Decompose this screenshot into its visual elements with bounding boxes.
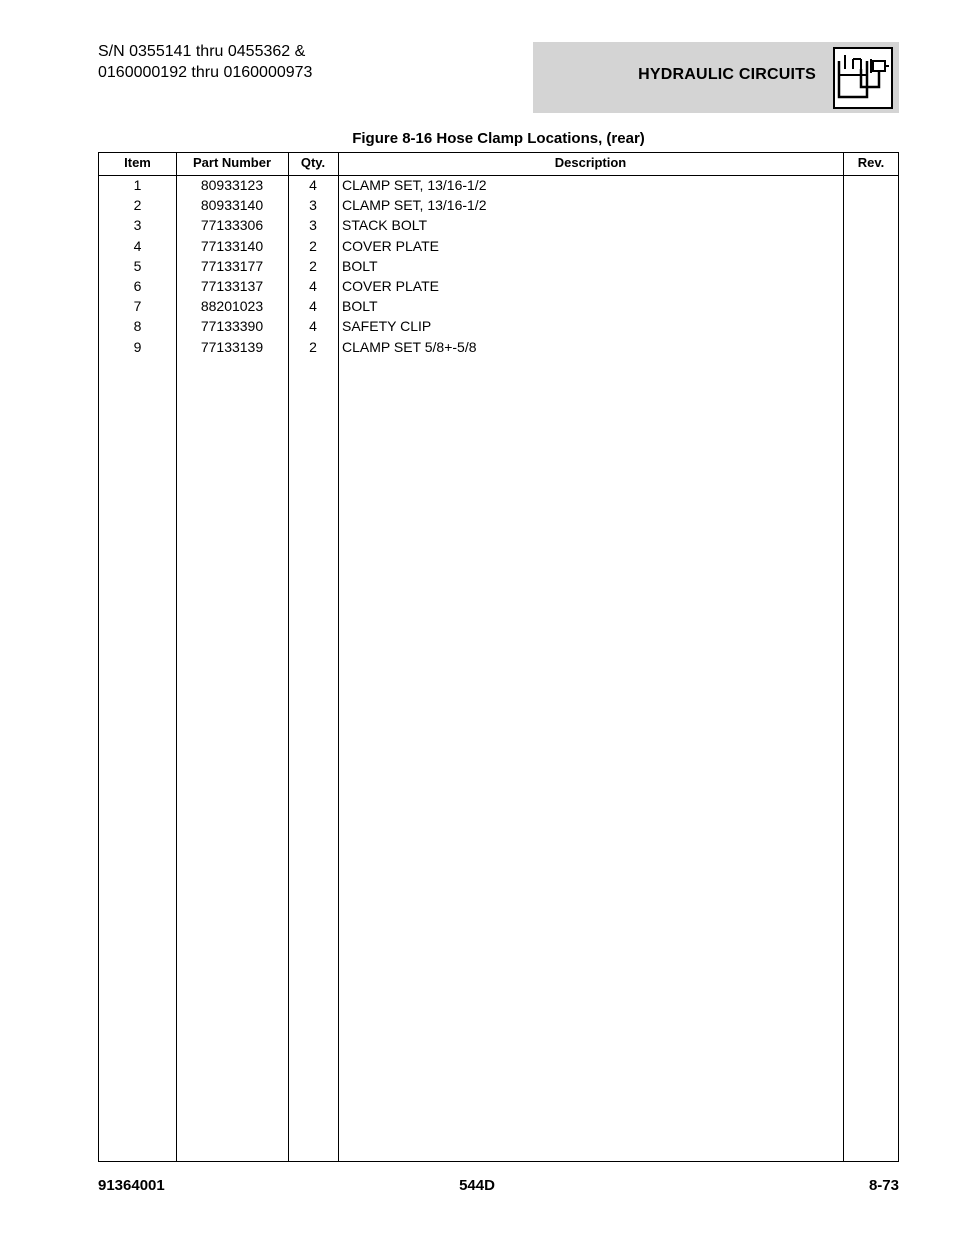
part-number-cell: 80933123 — [200, 177, 264, 193]
item-cell: 7 — [133, 298, 142, 315]
item-cell: 8 — [133, 318, 142, 335]
table-row — [99, 278, 898, 298]
part-number-cell: 77133140 — [200, 237, 264, 254]
table-row — [99, 258, 898, 278]
qty-cell: 2 — [309, 237, 317, 254]
part-number-cell: 88201023 — [200, 298, 264, 315]
footer-model: 544D — [459, 1177, 495, 1194]
qty-cell: 2 — [309, 338, 317, 355]
part-number-cell: 77133306 — [200, 217, 264, 234]
qty-cell: 4 — [309, 318, 317, 335]
hydraulic-reservoir-icon — [833, 47, 893, 109]
description-cell: COVER PLATE — [342, 237, 439, 254]
description-cell: BOLT — [342, 257, 378, 274]
description-cell: CLAMP SET, 13/16-1/2 — [342, 177, 487, 193]
column-header-description: Description — [554, 155, 627, 170]
item-cell: 5 — [133, 257, 142, 274]
footer-page-number: 8-73 — [868, 1177, 899, 1194]
part-number-cell: 77133177 — [200, 257, 264, 274]
qty-cell: 2 — [309, 257, 317, 274]
item-cell: 9 — [133, 338, 142, 355]
table-row — [99, 238, 898, 258]
section-title: HYDRAULIC CIRCUITS — [638, 66, 816, 83]
serial-line-1: S/N 0355141 thru 0455362 & — [98, 43, 306, 60]
description-cell: SAFETY CLIP — [342, 318, 432, 335]
section-tab — [533, 42, 899, 113]
serial-number-block — [98, 41, 312, 83]
column-header-item: Item — [124, 155, 151, 170]
table-body — [99, 177, 898, 359]
table-row — [99, 217, 898, 237]
part-number-cell: 77133137 — [200, 277, 264, 294]
part-number-cell: 77133390 — [200, 318, 264, 335]
table-row — [99, 318, 898, 338]
table-row — [99, 177, 898, 197]
description-cell: BOLT — [342, 298, 378, 315]
description-cell: CLAMP SET, 13/16-1/2 — [342, 197, 487, 214]
column-header-rev: Rev. — [857, 155, 885, 170]
item-cell: 6 — [133, 277, 142, 294]
item-cell: 3 — [133, 217, 142, 234]
table-row — [99, 298, 898, 318]
parts-table — [98, 152, 899, 1162]
table-row — [99, 339, 898, 359]
qty-cell: 4 — [309, 298, 317, 315]
description-cell: STACK BOLT — [342, 217, 428, 234]
part-number-cell: 80933140 — [200, 197, 264, 214]
description-cell: CLAMP SET 5/8+-5/8 — [342, 338, 477, 355]
qty-cell: 4 — [309, 277, 317, 294]
item-cell: 4 — [133, 237, 142, 254]
column-header-part-number: Part Number — [192, 155, 272, 170]
header-divider — [99, 175, 898, 176]
qty-cell: 4 — [309, 177, 317, 193]
figure-title: Figure 8-16 Hose Clamp Locations, (rear) — [352, 130, 645, 147]
qty-cell: 3 — [309, 217, 317, 234]
column-header-qty: Qty. — [300, 155, 326, 170]
serial-line-2: 0160000192 thru 0160000973 — [98, 64, 313, 81]
item-cell: 1 — [133, 177, 142, 193]
part-number-cell: 77133139 — [200, 338, 264, 355]
footer-doc-number: 91364001 — [98, 1177, 165, 1194]
table-row — [99, 197, 898, 217]
item-cell: 2 — [133, 197, 142, 214]
description-cell: COVER PLATE — [342, 277, 439, 294]
qty-cell: 3 — [309, 197, 317, 214]
